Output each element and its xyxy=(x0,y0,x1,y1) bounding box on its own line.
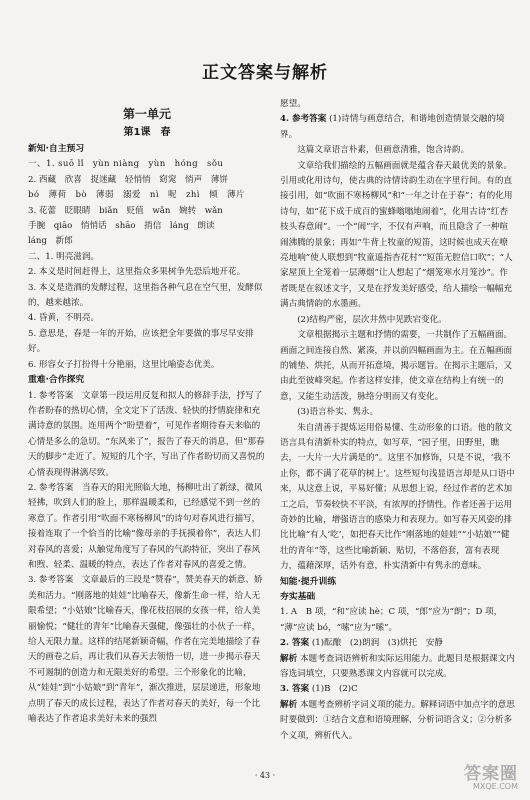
answer-line: 二、1. 明亮滋润。 xyxy=(28,251,100,262)
answer-line: 2. 本义是时间赶得上，这里指众多果树争先恐后地开花。 xyxy=(28,267,246,278)
analysis-paragraph: (2)结构严密，层次井然中见跌宕变化。 xyxy=(297,314,447,325)
explanation-label: 解析 xyxy=(280,699,298,710)
answer-paragraph: 2. 参考答案 当春天的阳光照临大地，杨柳吐出了新绿，微风轻拂，吹到人们的脸上，那样温暖柔和，已经感觉不到一丝的寒意了。作者引用“吹面不寒杨柳风”的诗句对春风进行描写，接着连取了一个恰当的比喻“像母亲的手抚摸着你”，表达人们对春风的喜爱；从触觉角度写了春风的气韵特征，突出了春风和煦、轻柔、温暖的特点，表达了作者对春风的喜爱之情。 xyxy=(28,482,263,570)
answer-line: 6. 形容女子打扮得十分艳丽，这里比喻姿态优美。 xyxy=(28,359,220,370)
analysis-paragraph: 朱自清善于提炼运用俗易懂、生动形象的口语。他的散文语言具有清新朴实的特点，如写草，“园子里，田野里，瞧去，一大片一大片满是的”。这里不加修饰，只是不说，‘我不止你，都不满了花草的树上’。这些短句浅显语言却是从口语中来，从这意上说，平易好懂；从思想上说，经过作者的艺术加工之后，节奏较快不平淡，有浓厚的抒情性。作者还善于运用奇妙的比喻，增强语言的感染力和表现力。如写春天风姿的排比比喻“有人‘吃’，如把春天比作“刚落地的娃娃”“小姑娘”“健壮的青年”等，这些比喻新颖、贴切，不落俗套，富有表现力，蕴藉深厚，话外有意，朴实清新中有隽永的意味。 xyxy=(280,422,515,572)
analysis-paragraph: (3)语言朴实、隽永。 xyxy=(297,407,379,418)
unit-heading: 第一单元 xyxy=(122,107,171,121)
right-column xyxy=(280,97,515,744)
analysis-paragraph: 文章给我们描绘的五幅画面就是蕴含春天最优美的景象。引用或化用诗句，使古典的诗情诗韵生动在字里行间。有的直接引用，如“吹面不寒杨柳风”和“一年之计在于春”；有的化用诗句，如“花下成千成百的蜜蜂嗡嗡地闹着”，化用古诗“红杏枝头春意闹”。一个“闹”字，不仅有声响，而且隐含了一种喧闹沸腾的景象；再如“牛背上牧童的短笛，这时候也成天在嘹亮地响”使人联想到“牧童遥指杏花村”“短笛无腔信口吹”；“人家屋顶上全笼着一层薄烟”让人想起了“烟笼寒水月笼沙”。作者既是在叙述文字，又是在抒发美好感受，给人描绘一幅幅充满古典情韵的水墨画。 xyxy=(280,160,513,310)
page-number: · 43 · xyxy=(254,771,276,780)
section-explore: 重难·合作探究 xyxy=(28,375,85,386)
page-title: 正文答案与解析 xyxy=(202,63,328,83)
section-practice: 知能·提升训练 xyxy=(280,576,337,587)
answer-text: (1)B (2)C xyxy=(311,684,358,695)
answer-label: 2. 答案 xyxy=(280,638,310,649)
question-3-explanation xyxy=(280,698,515,744)
explanation-text: 本题考查辨析字词义项的能力。解释词语中加点字的意思时要做到：①结合文意和语境理解，分析词语含义；②分析多个义项，辨析代入。 xyxy=(280,699,515,741)
analysis-paragraph: 这篇文章语言朴素，但画意清雅，饱含诗韵。 xyxy=(297,145,470,156)
answer-line: bó 薄荷 bò 薄弱 溺爱 nì 呢 zhì 倾 薄片 xyxy=(28,190,245,201)
answer-line: 5. 意思是，春是一年的开始，应该把全年要做的事尽早安排好。 xyxy=(28,328,254,355)
explanation-label: 解析 xyxy=(280,653,298,664)
answer-text: (1)诗情与画意结合，和谐地创造情景交融的境界。 xyxy=(280,114,505,140)
section-preview: 新知·自主预习 xyxy=(28,144,85,154)
answer-line: 一、1. suō lǐ yùn niàng yùn hóng sǒu xyxy=(28,159,224,170)
question-2-explanation xyxy=(280,652,515,683)
answer-paragraph: 1. 参考答案 文章第一段运用反复和拟人的修辞手法，抒写了作者盼春的热切心情，全文定下了活泼、轻快的抒情旋律和充满诗意的氛围。连用两个“盼望着”，可见作者期待春天来临的心情是多么的急切。“东风来了”，报告了春天的消息，但“那春天的脚步”走近了。短短的几个字，写出了作者盼切而又喜悦的心情表现得淋漓尽致。 xyxy=(28,390,265,478)
question-3-answer xyxy=(280,682,515,697)
answer-4 xyxy=(280,112,515,143)
answer-line: 2. 西藏 欣喜 捉迷藏 轻悄悄 窈窕 悄声 薄饼 xyxy=(28,174,228,185)
section-basics: 夯实基础 xyxy=(280,592,316,602)
question-2-answer xyxy=(280,636,515,651)
answer-line: 手腕 qiāo 悄悄话 shāo 捎信 láng 朗读 xyxy=(28,221,215,232)
watermark-main: 答案圈 xyxy=(464,764,518,784)
watermark-logo xyxy=(464,764,518,792)
analysis-paragraph: 文章根据揭示主题和抒情的需要，一共制作了五幅画面。画面之间连接自然、紧凑，并以前四幅画面为主。在五幅画面的铺垫、烘托，从而开拓意境，揭示题旨。在揭示主题后，又由此至彼峰突起。作者这样安排，使文章在结构上有统一的意，又能生动活泼，脉络分明而又有变化。 xyxy=(280,330,513,402)
question-1-answer: 1. A B 项，“和”应读 hè；C 项，“郎”应为“朗”；D 项， xyxy=(280,607,503,618)
answer-label: 3. 答案 xyxy=(280,684,310,695)
explanation-text: 本题考查词语辨析和实际运用能力。此题目是根据课文内容选词填空，只要熟悉课文内容就可以完成。 xyxy=(280,653,515,680)
answer-line: 3. 本义是造酒的发酵过程，这里指各种气息在空气里，发酵似的，越来越浓。 xyxy=(28,282,263,309)
watermark-sub: MXQE.COM xyxy=(472,782,518,791)
answer-label: 4. 参考答案 xyxy=(280,114,327,125)
question-1-answer-cont: “薄”应读 bó，“嗦”应为“嗦”。 xyxy=(280,622,398,633)
answer-line: 愿望。 xyxy=(280,99,306,109)
answer-line: 4. 昏黄，不明亮。 xyxy=(28,313,100,324)
lesson-heading: 第1课 春 xyxy=(123,127,171,138)
answer-paragraph: 3. 参考答案 文章最后的三段是“赞春”，赞美春天的新意、娇美和活力。“刚落地的娃娃”比喻春天，像新生命一样，给人无限希望；“小姑娘”比喻春天，像花枝招展的女孩一样，给人美丽愉悦；“健壮的青年”比喻春天强健，像强壮的小伙子一样，给人无限力量。这样的结尾新颖奇幅，作者在完美地描绘了春天的画卷之后，再让我们从春天去领悟一切，进一步揭示春天不可遏制的创造力和无限美好的希望。三个形象化的比喻，从“娃娃”到“小姑娘”到“青年”，渐次推进，层层递进，形象地点明了春天的成长过程，表达了作者对春天的美好，每一个比喻表达了作者追求美好未来的强烈 xyxy=(28,575,263,725)
left-column xyxy=(28,100,266,727)
answer-line: láng 新郎 xyxy=(28,236,73,247)
answer-text: (1)酝酿 (2)朗润 (3)烘托 安静 xyxy=(311,638,443,649)
answer-line: 3. 花蕾 眨眼睛 biǎn 贬值 wǎn 婉转 wǎn xyxy=(28,205,223,216)
